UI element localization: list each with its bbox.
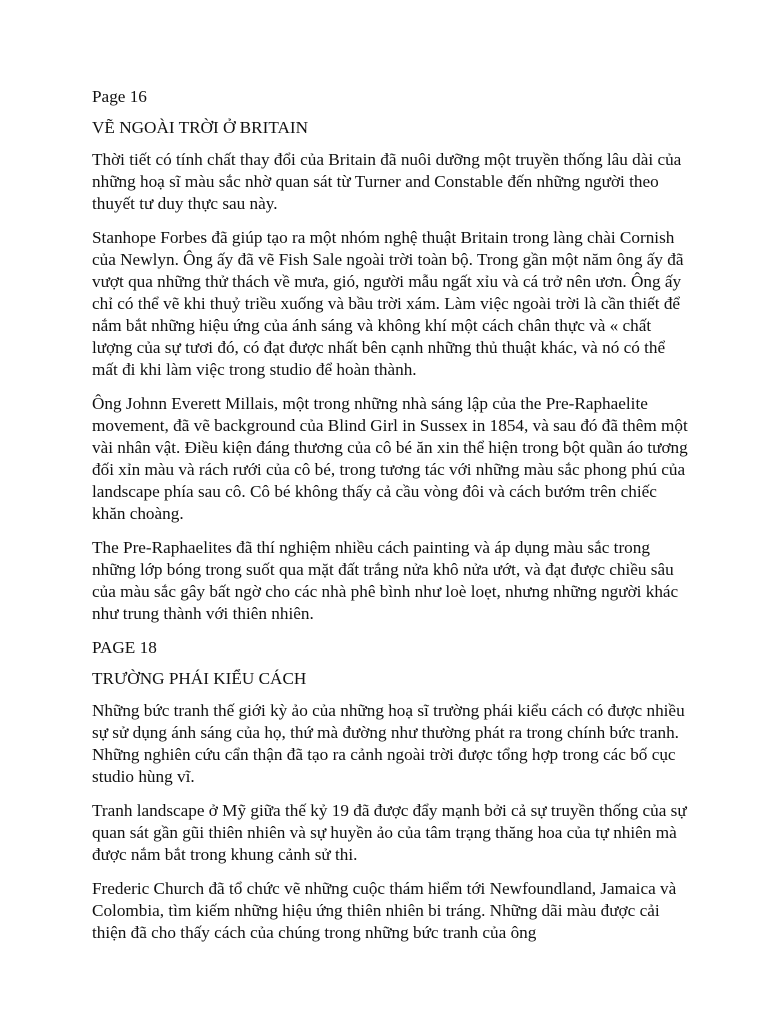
section-title: VẼ NGOÀI TRỜI Ở BRITAIN	[92, 118, 308, 137]
paragraph: The Pre-Raphaelites đã thí nghiệm nhiều cách painting và áp dụng màu sắc trong những lớp bóng trong suốt qua mặt đất trắng nửa khô nửa ướt, và đạt được chiều sâu của màu sắc gây bất ngờ cho các nhà phê bình như loè loẹt, nhưng những người khác như trung thành với thiên nhiên.	[92, 538, 679, 623]
paragraph: Thời tiết có tính chất thay đổi của Britain đã nuôi dưỡng một truyền thống lâu dài của những hoạ sĩ màu sắc nhờ quan sát từ Turner and Constable đến những người theo thuyết tư duy thực sau này.	[92, 150, 682, 213]
section-title: TRƯỜNG PHÁI KIỂU CÁCH	[92, 669, 307, 688]
document-page	[92, 86, 692, 956]
paragraph: Những bức tranh thế giới kỳ ảo của những hoạ sĩ trường phái kiểu cách có được nhiều sự sử dụng ánh sáng của họ, thứ mà đường như thường phát ra trong chính bức tranh. Những nghiên cứu cẩn thận đã tạo ra cảnh ngoài trời được tổng hợp trong các bố cục studio hùng vĩ.	[92, 701, 685, 786]
page-label: PAGE 18	[92, 638, 157, 657]
paragraph: Frederic Church đã tổ chức vẽ những cuộc thám hiểm tới Newfoundland, Jamaica và Colombia, tìm kiếm những hiệu ứng thiên nhiên bi tráng. Những dãi màu được cải thiện đã cho thấy cách của chúng trong những bức tranh của ông	[92, 879, 677, 942]
page-label: Page 16	[92, 87, 147, 106]
paragraph: Stanhope Forbes đã giúp tạo ra một nhóm nghệ thuật Britain trong làng chài Cornish của Newlyn. Ông ấy đã vẽ Fish Sale ngoài trời toàn bộ. Trong gần một năm ông ấy đã vượt qua những thử thách về mưa, gió, người mẫu ngất xỉu và cá trở nên ươn. Ông ấy chỉ có thể vẽ khi thuỷ triều xuống và bầu trời xám. Làm việc ngoài trời là cần thiết để nắm bắt những hiệu ứng của ánh sáng và không khí một cách chân thực và « chất lượng của sự tươi đó, có đạt được nhất bên cạnh những thủ thuật khác, và nó có thể mất đi khi làm việc trong studio để hoàn thành.	[92, 228, 684, 379]
paragraph: Ông Johnn Everett Millais, một trong những nhà sáng lập của the Pre-Raphaelite movement, đã vẽ background của Blind Girl in Sussex in 1854, và sau đó đã thêm một vài nhân vật. Điều kiện đáng thương của cô bé ăn xin thể hiện trong bột quần áo tương đối xỉn màu và rách rưới của cô bé, trong tương tác với những màu sắc phong phú của landscape phía sau cô. Cô bé không thấy cả cầu vòng đôi và cách bướm trên chiếc khăn choàng.	[92, 394, 688, 523]
paragraph: Tranh landscape ở Mỹ giữa thế kỷ 19 đã được đẩy mạnh bởi cả sự truyền thống của sự quan sát gần gũi thiên nhiên và sự huyền ảo của tâm trạng thăng hoa của tự nhiên mà được nắm bắt trong khung cảnh sử thi.	[92, 801, 687, 864]
